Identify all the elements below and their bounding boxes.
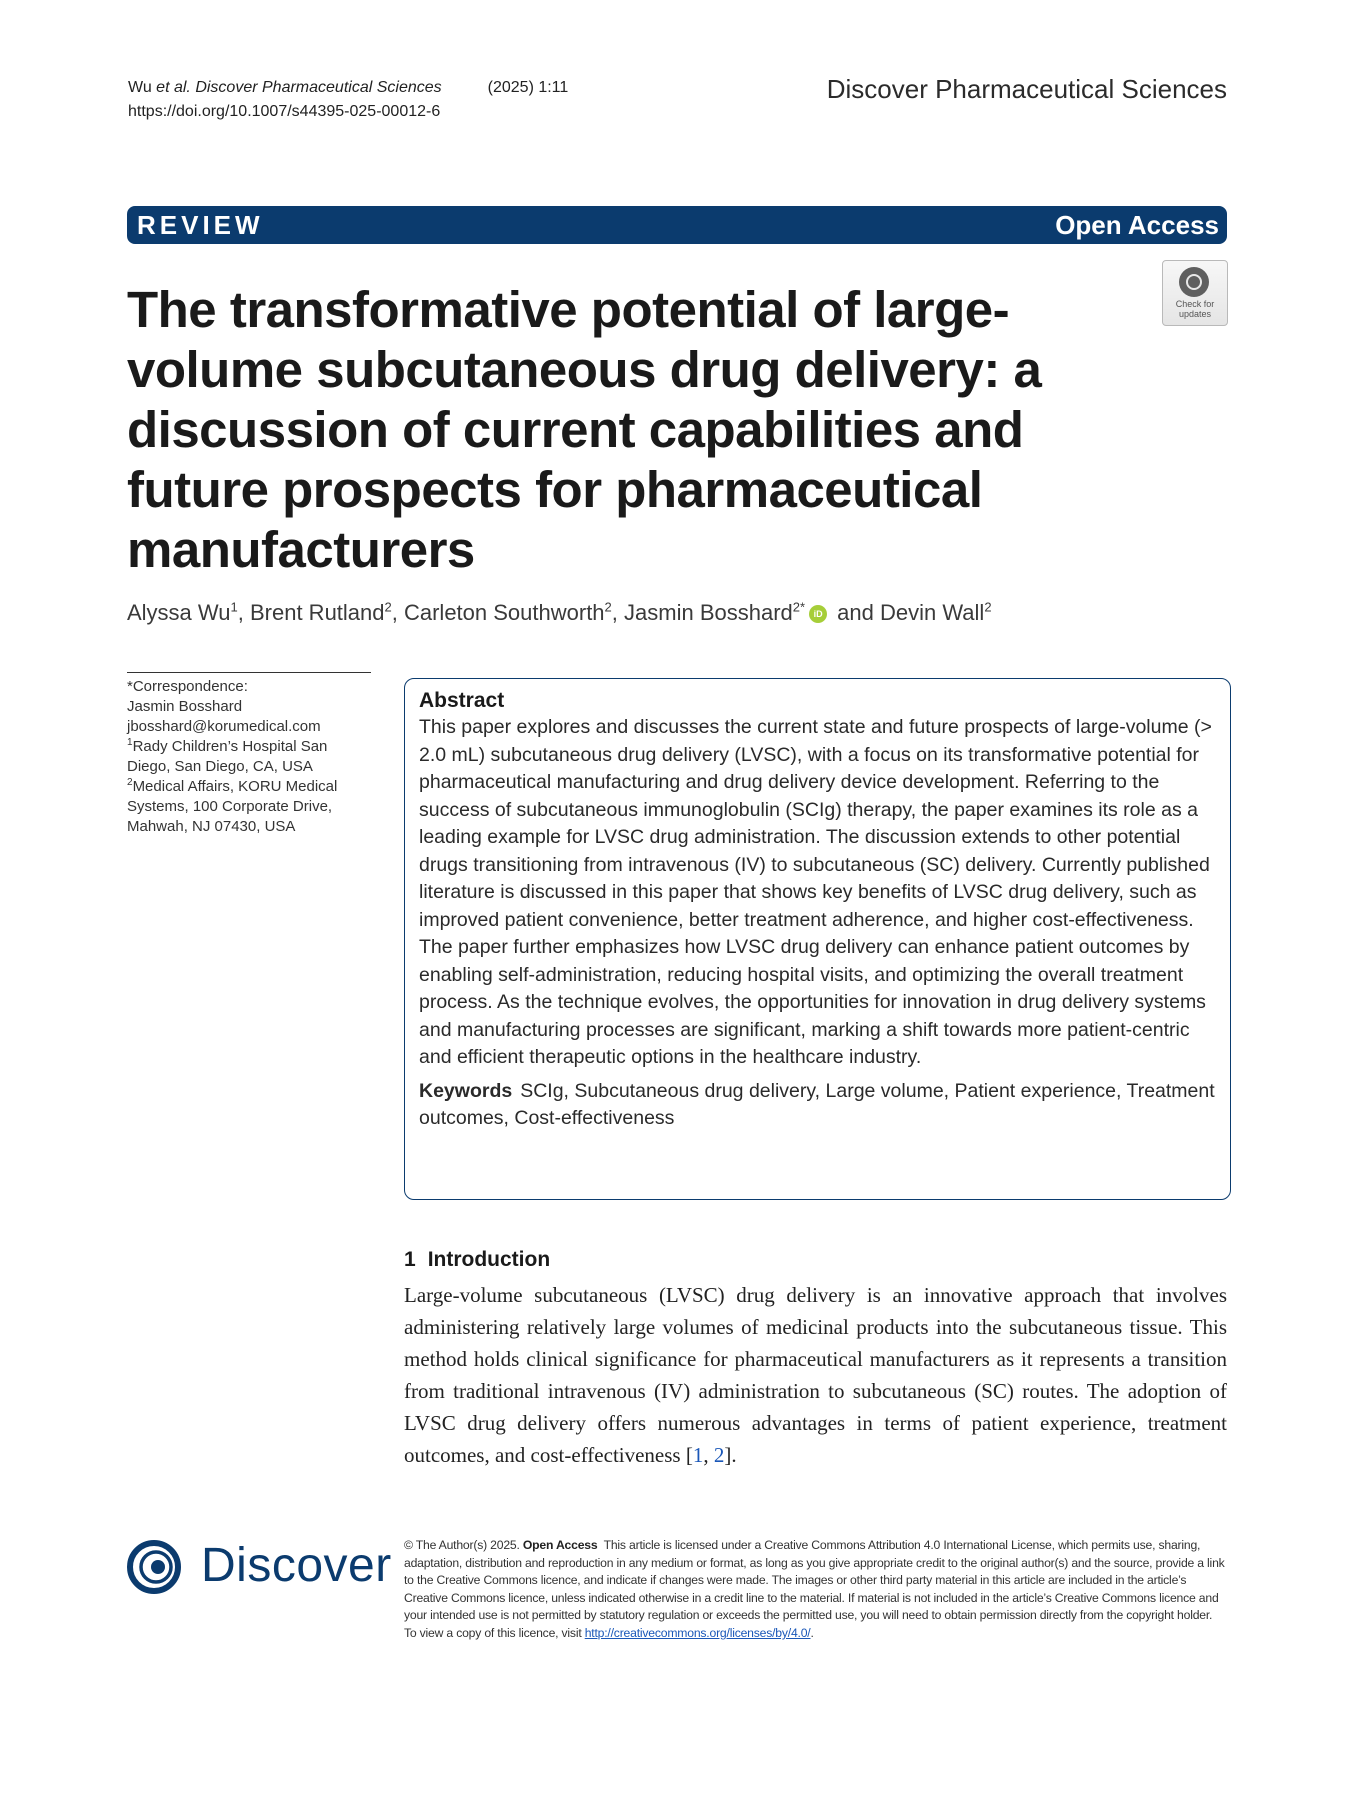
author-name[interactable]: Devin Wall [880, 600, 985, 625]
article-type-label: REVIEW [137, 210, 264, 240]
license-open-access: Open Access [522, 1538, 598, 1552]
crossmark-circle [1179, 267, 1209, 297]
section-title: Introduction [427, 1248, 551, 1271]
abstract-text: This paper explores and discusses the current state and future prospects of large-volume (> 2.0 mL) subcutaneous drug delivery (LVSC), with a focus on its transformative potential for pharmaceutical manufacturing and drug delivery device development. Referring to the success of subcutaneous immunoglobulin (SCIg) therapy, the paper examines its role as a leading example for LVSC drug administration. The discussion extends to other potential drugs transitioning from intravenous (IV) to subcutaneous (SC) delivery. Currently published literature is discussed in this paper that shows key benefits of LVSC drug delivery, such as improved patient convenience, better treatment adherence, and higher cost-effectiveness. The paper further emphasizes how LVSC drug delivery can enhance patient outcomes by enabling self-administration, reducing hospital visits, and optimizing the overall treatment process. As the technique evolves, the opportunities for innovation in drug delivery systems and manufacturing processes are significant, marking a shift towards more patient-centric and efficient therapeutic options in the healthcare industry. [419, 716, 1212, 1068]
citation-author: Wu [128, 79, 152, 96]
issue-number: (2025) 1:11 [487, 79, 569, 96]
crossmark-label-2: updates [1178, 309, 1212, 319]
journal-name: Discover Pharmaceutical Sciences [195, 79, 442, 96]
keywords [419, 1078, 1218, 1133]
author-name[interactable]: Alyssa Wu [127, 600, 231, 625]
section-number: 1 [404, 1248, 416, 1271]
author-name[interactable]: Jasmin Bosshard [624, 600, 793, 625]
author-affiliation: 2 [384, 599, 392, 615]
keywords-label: Keywords [419, 1079, 513, 1102]
citation-etal: et al. [156, 79, 191, 96]
affiliation-2: $^2$Medical Affairs, KORU Medical [127, 777, 338, 795]
author-name[interactable]: Brent Rutland [249, 600, 385, 625]
abstract-box [404, 678, 1231, 1200]
abstract-heading: Abstract [419, 689, 505, 712]
affiliation-1: $^1$Rady Children’s Hospital San [127, 737, 328, 755]
reference-link[interactable]: 1 [692, 1443, 704, 1467]
correspondence-block: *Correspondence: Jasmin Bosshard jbosshard@korumedical.com $^1$Rady Children’s Hospital San Diego, San Diego, CA, USA $^2$Medical Affairs, KORU Medical Systems, 100 Corporate Drive, Mahwah, NJ 07430, USA [127, 672, 371, 837]
discover-logo-icon [127, 1540, 181, 1594]
orcid-icon[interactable]: iD [809, 605, 827, 623]
crossmark-label-1: Check for [1175, 299, 1215, 309]
correspondence-email[interactable]: jbosshard@korumedical.com [127, 718, 321, 735]
author-name[interactable]: Carleton Southworth [403, 600, 605, 625]
section-heading [404, 1247, 550, 1273]
introduction-paragraph: Large-volume subcutaneous (LVSC) drug delivery is an innovative approach that involves administering relatively large volumes of medicinal products into the subcutaneous tissue. This method holds clinical significance for pharmaceutical manufacturers as it represents a transition from traditional intravenous (IV) administration to subcutaneous (SC) routes. The adoption of LVSC drug delivery offers numerous advantages in terms of patient experience, treatment outcomes, and cost-effectiveness [1, 2]. [404, 1283, 1227, 1467]
license-text: © The Author(s) 2025. Open Access This article is licensed under a Creative Commons Attribution 4.0 International License, which permits use, sharing, adaptation, distribution and reproduction in any medium or format, as long as you give appropriate credit to the original author(s) and the source, provide a link to the Creative Commons licence, and indicate if changes were made. The images or other third party material in this article are included in the article’s Creative Commons licence, unless indicated otherwise in a credit line to the material. If material is not included in the article’s Creative Commons licence and your intended use is not permitted by statutory regulation or exceeds the permitted use, you will need to obtain permission directly from the copyright holder. To view a copy of this licence, visit http://creativecommons.org/licenses/by/4.0/. [404, 1538, 1225, 1640]
correspondence-name: Jasmin Bosshard [127, 698, 243, 715]
correspondence-label: *Correspondence: [127, 678, 248, 695]
article-title: The transformative potential of large-volume subcutaneous drug delivery: a discussion of current capabilities and future prospects for pharmaceutical manufacturers [127, 281, 1042, 578]
author-affiliation: 1 [230, 599, 238, 615]
check-for-updates-icon[interactable] [1162, 260, 1228, 326]
citation-line [128, 76, 568, 100]
keywords-list: SCIg, Subcutaneous drug delivery, Large volume, Patient experience, Treatment outcomes, Cost-effectiveness [419, 1079, 1215, 1129]
author-affiliation: 2* [792, 599, 806, 615]
author-affiliation: 2 [604, 599, 612, 615]
journal-title-right: Discover Pharmaceutical Sciences [826, 74, 1227, 104]
discover-logo-text: Discover [201, 1539, 392, 1592]
running-header [128, 76, 568, 124]
article-type-banner [127, 206, 1227, 244]
author-affiliation: 2 [984, 599, 992, 615]
author-list: Alyssa Wu$^1$, Brent Rutland$^2$, Carleton Southworth$^2$, Jasmin Bosshard$^{2*}$ iD and Devin Wall$^2$ [127, 599, 992, 625]
doi-link[interactable]: https://doi.org/10.1007/s44395-025-00012-6 [128, 103, 441, 120]
license-link[interactable]: http://creativecommons.org/licenses/by/4.0/ [584, 1625, 811, 1640]
open-access-label: Open Access [1055, 210, 1219, 240]
discover-logo [127, 1536, 392, 1596]
reference-link[interactable]: 2 [713, 1443, 725, 1467]
